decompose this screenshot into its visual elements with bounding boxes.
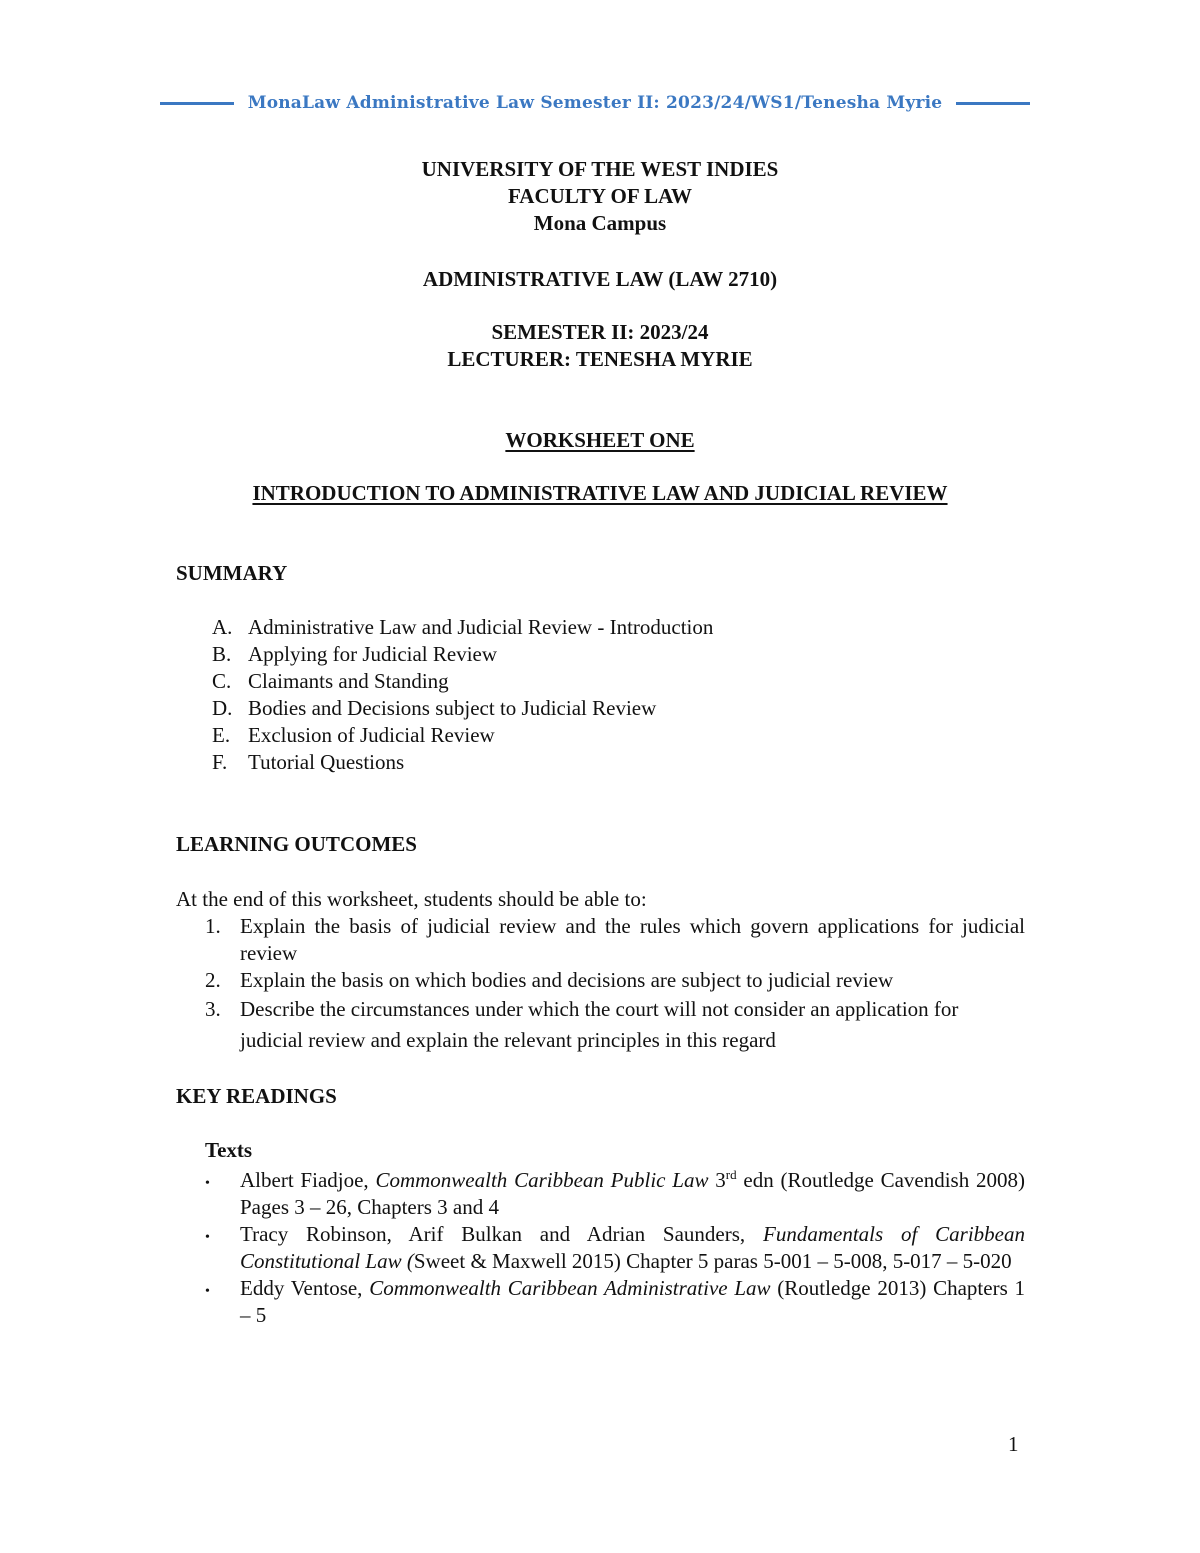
list-item-text: Explain the basis on which bodies and decisions are subject to judicial review <box>240 968 894 992</box>
list-item <box>205 913 1025 967</box>
list-item-text: Administrative Law and Judicial Review - Introduction <box>248 615 714 639</box>
list-marker: D. <box>212 696 233 720</box>
list-item <box>212 614 1012 641</box>
list-item <box>212 749 1012 776</box>
list-item-text: Bodies and Decisions subject to Judicial Review <box>248 696 657 720</box>
reading-details: Sweet & Maxwell 2015) Chapter 5 paras 5-001 – 5-008, 5-017 – 5-020 <box>413 1249 1012 1273</box>
list-item <box>212 695 1012 722</box>
list-item-text: Claimants and Standing <box>248 669 449 693</box>
list-item-text: Exclusion of Judicial Review <box>248 723 495 747</box>
running-header <box>160 88 1030 118</box>
reading-author: Eddy Ventose, <box>240 1276 370 1300</box>
running-header-text: MonaLaw Administrative Law Semester II: 2023/24/WS1/Tenesha Myrie <box>247 93 943 113</box>
learning-outcomes-heading: LEARNING OUTCOMES <box>176 832 417 856</box>
reading-details: (Routledge 2013) Chapters 1 – 5 <box>240 1276 1026 1327</box>
list-item <box>205 1167 1025 1221</box>
list-item-text: Applying for Judicial Review <box>248 642 498 666</box>
semester-line: SEMESTER II: 2023/24 <box>491 320 709 344</box>
list-marker: F. <box>212 750 228 774</box>
list-item <box>212 641 1012 668</box>
title-block <box>0 156 1200 237</box>
semester-block <box>0 319 1200 373</box>
readings-list <box>205 1167 1025 1329</box>
list-marker: A. <box>212 615 233 639</box>
list-item <box>205 994 1025 1056</box>
header-rule-left <box>160 102 234 105</box>
list-marker: 2. <box>205 968 221 992</box>
list-item <box>205 1221 1025 1275</box>
topic-title: INTRODUCTION TO ADMINISTRATIVE LAW AND JUDICIAL REVIEW <box>252 481 948 505</box>
key-readings-heading: KEY READINGS <box>176 1084 337 1108</box>
header-rule-right <box>956 102 1030 105</box>
lecturer-line: LECTURER: TENESHA MYRIE <box>447 347 753 371</box>
list-marker: C. <box>212 669 232 693</box>
reading-author: Albert Fiadjoe, <box>240 1168 376 1192</box>
bullet-icon: • <box>205 1176 210 1191</box>
list-marker: E. <box>212 723 231 747</box>
list-marker: B. <box>212 642 232 666</box>
list-item <box>205 1275 1025 1329</box>
list-item-text: Describe the circumstances under which the court will not consider an application for judicial review and explain the relevant principles in this regard <box>240 997 959 1052</box>
list-item-text: Tutorial Questions <box>248 750 405 774</box>
reading-edition-suffix: rd <box>725 1167 737 1182</box>
reading-entry <box>240 1167 1025 1221</box>
list-marker: 3. <box>205 997 221 1021</box>
bullet-icon: • <box>205 1230 210 1245</box>
reading-entry <box>240 1275 1025 1329</box>
learning-outcomes-list <box>205 913 1025 1056</box>
reading-title: Commonwealth Caribbean Administrative Law <box>369 1276 771 1300</box>
reading-author: Tracy Robinson, Arif Bulkan and Adrian Saunders, <box>240 1222 763 1246</box>
faculty-name: FACULTY OF LAW <box>508 184 692 208</box>
summary-list <box>212 614 1012 776</box>
list-marker: 1. <box>205 914 221 938</box>
campus-name: Mona Campus <box>533 211 667 235</box>
list-item <box>212 668 1012 695</box>
university-name: UNIVERSITY OF THE WEST INDIES <box>421 157 779 181</box>
course-title: ADMINISTRATIVE LAW (LAW 2710) <box>422 267 778 291</box>
page-number: 1 <box>1008 1432 1019 1456</box>
reading-edition: 3 <box>708 1168 726 1192</box>
summary-heading: SUMMARY <box>176 561 288 585</box>
reading-title: Fundamentals of Caribbean Constitutional Law ( <box>240 1222 1025 1273</box>
reading-title: Commonwealth Caribbean Public Law <box>375 1168 709 1192</box>
list-item-text: Explain the basis of judicial review and the rules which govern applications for judicial review <box>240 914 1025 965</box>
worksheet-title-wrap <box>0 427 1200 454</box>
learning-outcomes-intro: At the end of this worksheet, students should be able to: <box>176 887 647 911</box>
list-item <box>205 967 1025 994</box>
list-item <box>212 722 1012 749</box>
reading-entry <box>240 1221 1025 1275</box>
texts-subheading: Texts <box>205 1138 253 1162</box>
worksheet-title: WORKSHEET ONE <box>505 428 695 452</box>
reading-details: edn (Routledge Cavendish 2008) Pages 3 – 26, Chapters 3 and 4 <box>240 1168 1025 1219</box>
bullet-icon: • <box>205 1284 210 1299</box>
topic-title-wrap <box>0 480 1200 507</box>
